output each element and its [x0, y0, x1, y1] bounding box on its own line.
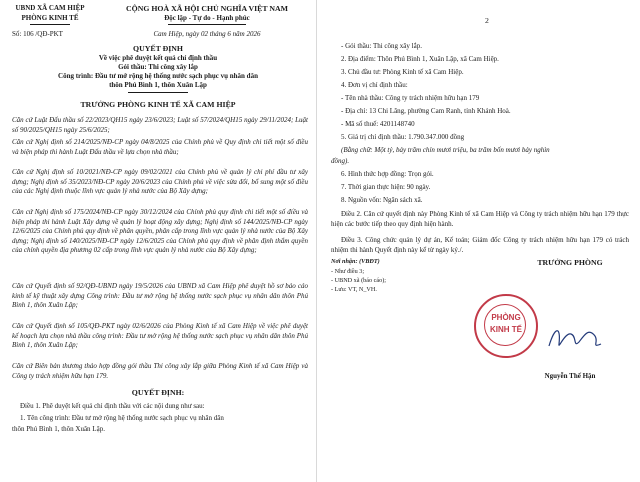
detail-line-10: 7. Thời gian thực hiện: 90 ngày.: [341, 183, 431, 191]
nation-motto: Độc lập - Tự do - Hạnh phúc: [164, 14, 250, 22]
detail-line-4: 4. Đơn vị chỉ định thầu:: [341, 81, 408, 89]
signer-title: TRƯỞNG PHÒNG: [537, 258, 603, 267]
page-number: 2: [485, 16, 489, 25]
subject-line-1: Về việc phê duyệt kết quả chỉ định thầu: [98, 54, 218, 62]
official-seal: [474, 294, 538, 358]
amount-in-words-2: đồng).: [331, 157, 350, 165]
legal-basis-6: Căn cứ Quyết định số 105/QĐ-PKT ngày 02/6/2026 của Phòng Kinh tế xã Cam Hiệp về việc phê duyệt kế hoạch lựa chọn nhà thầu công trình: Đầu tư mở rộng hệ thống nước sạch phục vụ nhân dân thôn Phú Bình 1, thôn Xuân Lập;: [12, 322, 308, 349]
decision-heading: QUYẾT ĐỊNH:: [131, 388, 185, 397]
detail-line-9: 6. Hình thức hợp đồng: Trọn gói.: [341, 170, 434, 178]
article-3: Điều 3. Công chức quản lý dự án, Kế toán; Giám đốc Công ty trách nhiệm hữu hạn 179 có trách nhiệm thi hành Quyết định này kể từ ngày ký./.: [331, 236, 629, 254]
department-name: PHÒNG KINH TẾ: [21, 14, 79, 22]
legal-basis-7: Căn cứ Biên bản thương thảo hợp đồng gói thầu Thi công xây lắp giữa Phòng Kinh tế xã Cam Hiệp và Công ty trách nhiệm hữu hạn 179.: [12, 362, 308, 380]
page-2: [319, 0, 640, 482]
detail-line-5: - Tên nhà thầu: Công ty trách nhiệm hữu hạn 179: [341, 94, 480, 102]
detail-line-11: 8. Nguồn vốn: Ngân sách xã.: [341, 196, 423, 204]
legal-basis-5: Căn cứ Quyết định số 92/QĐ-UBND ngày 19/5/2026 của UBND xã Cam Hiệp phê duyệt hồ sơ báo cáo kinh tế kỹ thuật xây dựng Công trình: Đầu tư mở rộng hệ thống nước sạch phục vụ nhân dân thôn Phú Bình 1, thôn Xuân Lập;: [12, 282, 308, 309]
document-title: QUYẾT ĐỊNH: [133, 44, 183, 53]
seal-text-2: KINH TẾ: [490, 325, 522, 334]
subject-line-4: thôn Phú Bình 1, thôn Xuân Lập: [109, 81, 207, 89]
legal-basis-4: Căn cứ Nghị định số 175/2024/NĐ-CP ngày 30/12/2024 của Chính phủ quy định chi tiết một số điều và biện pháp thi hành Luật Xây dựng về quản lý hoạt động xây dựng; Nghị định số 144/2025/NĐ-CP ngày 12/6/2025 của Chính phủ quy định về phân quyền, phân cấp trong lĩnh vực quản lý nhà nước của Bộ Xây dựng; Nghị định số 140/2025/NĐ-CP ngày 12/6/2025 của Chính phủ quy định về phân định thẩm quyền của chính quyền địa phương 02 cấp trong lĩnh vực quản lý nhà nước của Bộ Xây dựng;: [12, 208, 308, 254]
article-2: Điều 2. Căn cứ quyết định này Phòng Kinh tế xã Cam Hiệp và Công ty trách nhiệm hữu hạn 179 thực hiện các bước tiếp theo quy định hiện hành.: [331, 210, 629, 228]
subject-line-2: Gói thầu: Thi công xây lắp: [118, 63, 198, 71]
seal-text-1: PHÒNG: [491, 313, 521, 322]
legal-basis-1: Căn cứ Luật Đấu thầu số 22/2023/QH15 ngày 23/6/2023; Luật số 57/2024/QH15 ngày 29/11/2024; Luật số 90/2025/QH15 ngày 25/6/2025;: [12, 116, 308, 134]
subject-line-3: Công trình: Đầu tư mở rộng hệ thống nước sạch phục vụ nhân dân: [58, 72, 258, 80]
document-number: Số: 106 /QĐ-PKT: [12, 30, 63, 38]
legal-basis-3: Căn cứ Nghị định số 10/2021/NĐ-CP ngày 09/02/2021 của Chính phủ về quản lý chi phí đầu tư xây dựng; Nghị định số 35/2023/NĐ-CP ngày 20/6/2023 của Chính phủ về việc sửa đổi, bổ sung một số điều của các Nghị định thuộc lĩnh vực quản lý nhà nước của Bộ Xây dựng;: [12, 168, 308, 195]
amount-in-words-1: (Bằng chữ: Một tỷ, bảy trăm chín mươi triệu, ba trăm bốn mươi bảy nghìn: [341, 146, 550, 154]
signature: [545, 322, 605, 354]
issuing-authority: TRƯỞNG PHÒNG KINH TẾ XÃ CAM HIỆP: [80, 100, 236, 109]
issue-date: Cam Hiệp, ngày 02 tháng 6 năm 2026: [153, 30, 261, 38]
detail-line-8: 5. Giá trị chỉ định thầu: 1.790.347.000 đồng: [341, 133, 465, 141]
legal-basis-2: Căn cứ Nghị định số 214/2025/NĐ-CP ngày 04/8/2025 của Chính phủ về Quy định chi tiết một số điều và biện pháp thi hành Luật Đấu thầu về lựa chọn nhà thầu;: [12, 138, 308, 156]
page-1: [0, 0, 317, 482]
detail-line-6: - Địa chỉ: 13 Chi Lăng, phường Cam Ranh, tỉnh Khánh Hoà.: [341, 107, 511, 115]
detail-line-1: - Gói thầu: Thi công xây lắp.: [341, 42, 422, 50]
item-1-line-1: 1. Tên công trình: Đầu tư mở rộng hệ thống nước sạch phục vụ nhân dân: [20, 414, 224, 422]
recipient-3: - Lưu: VT, N_VH.: [331, 286, 377, 293]
recipient-2: - UBND xã (báo cáo);: [331, 277, 386, 284]
header-rule-right: [168, 24, 246, 25]
header-rule-left: [30, 24, 70, 25]
title-rule: [128, 92, 188, 93]
nation-name: CỘNG HOÀ XÃ HỘI CHỦ NGHĨA VIỆT NAM: [126, 4, 288, 13]
item-1-line-2: thôn Phú Bình 1, thôn Xuân Lập.: [12, 425, 105, 433]
detail-line-2: 2. Địa điểm: Thôn Phú Bình 1, Xuân Lập, xã Cam Hiệp.: [341, 55, 499, 63]
article-1: Điều 1. Phê duyệt kết quả chỉ định thầu với các nội dung như sau:: [20, 402, 205, 410]
org-name: UBND XÃ CAM HIỆP: [15, 4, 85, 12]
detail-line-7: - Mã số thuế: 4201148740: [341, 120, 415, 128]
detail-line-3: 3. Chủ đầu tư: Phòng Kinh tế xã Cam Hiệp.: [341, 68, 464, 76]
recipient-1: - Như điều 3;: [331, 268, 365, 275]
recipients-title: Nơi nhận: (VBĐT): [331, 258, 380, 265]
signer-name: Nguyễn Thế Hận: [544, 372, 596, 380]
